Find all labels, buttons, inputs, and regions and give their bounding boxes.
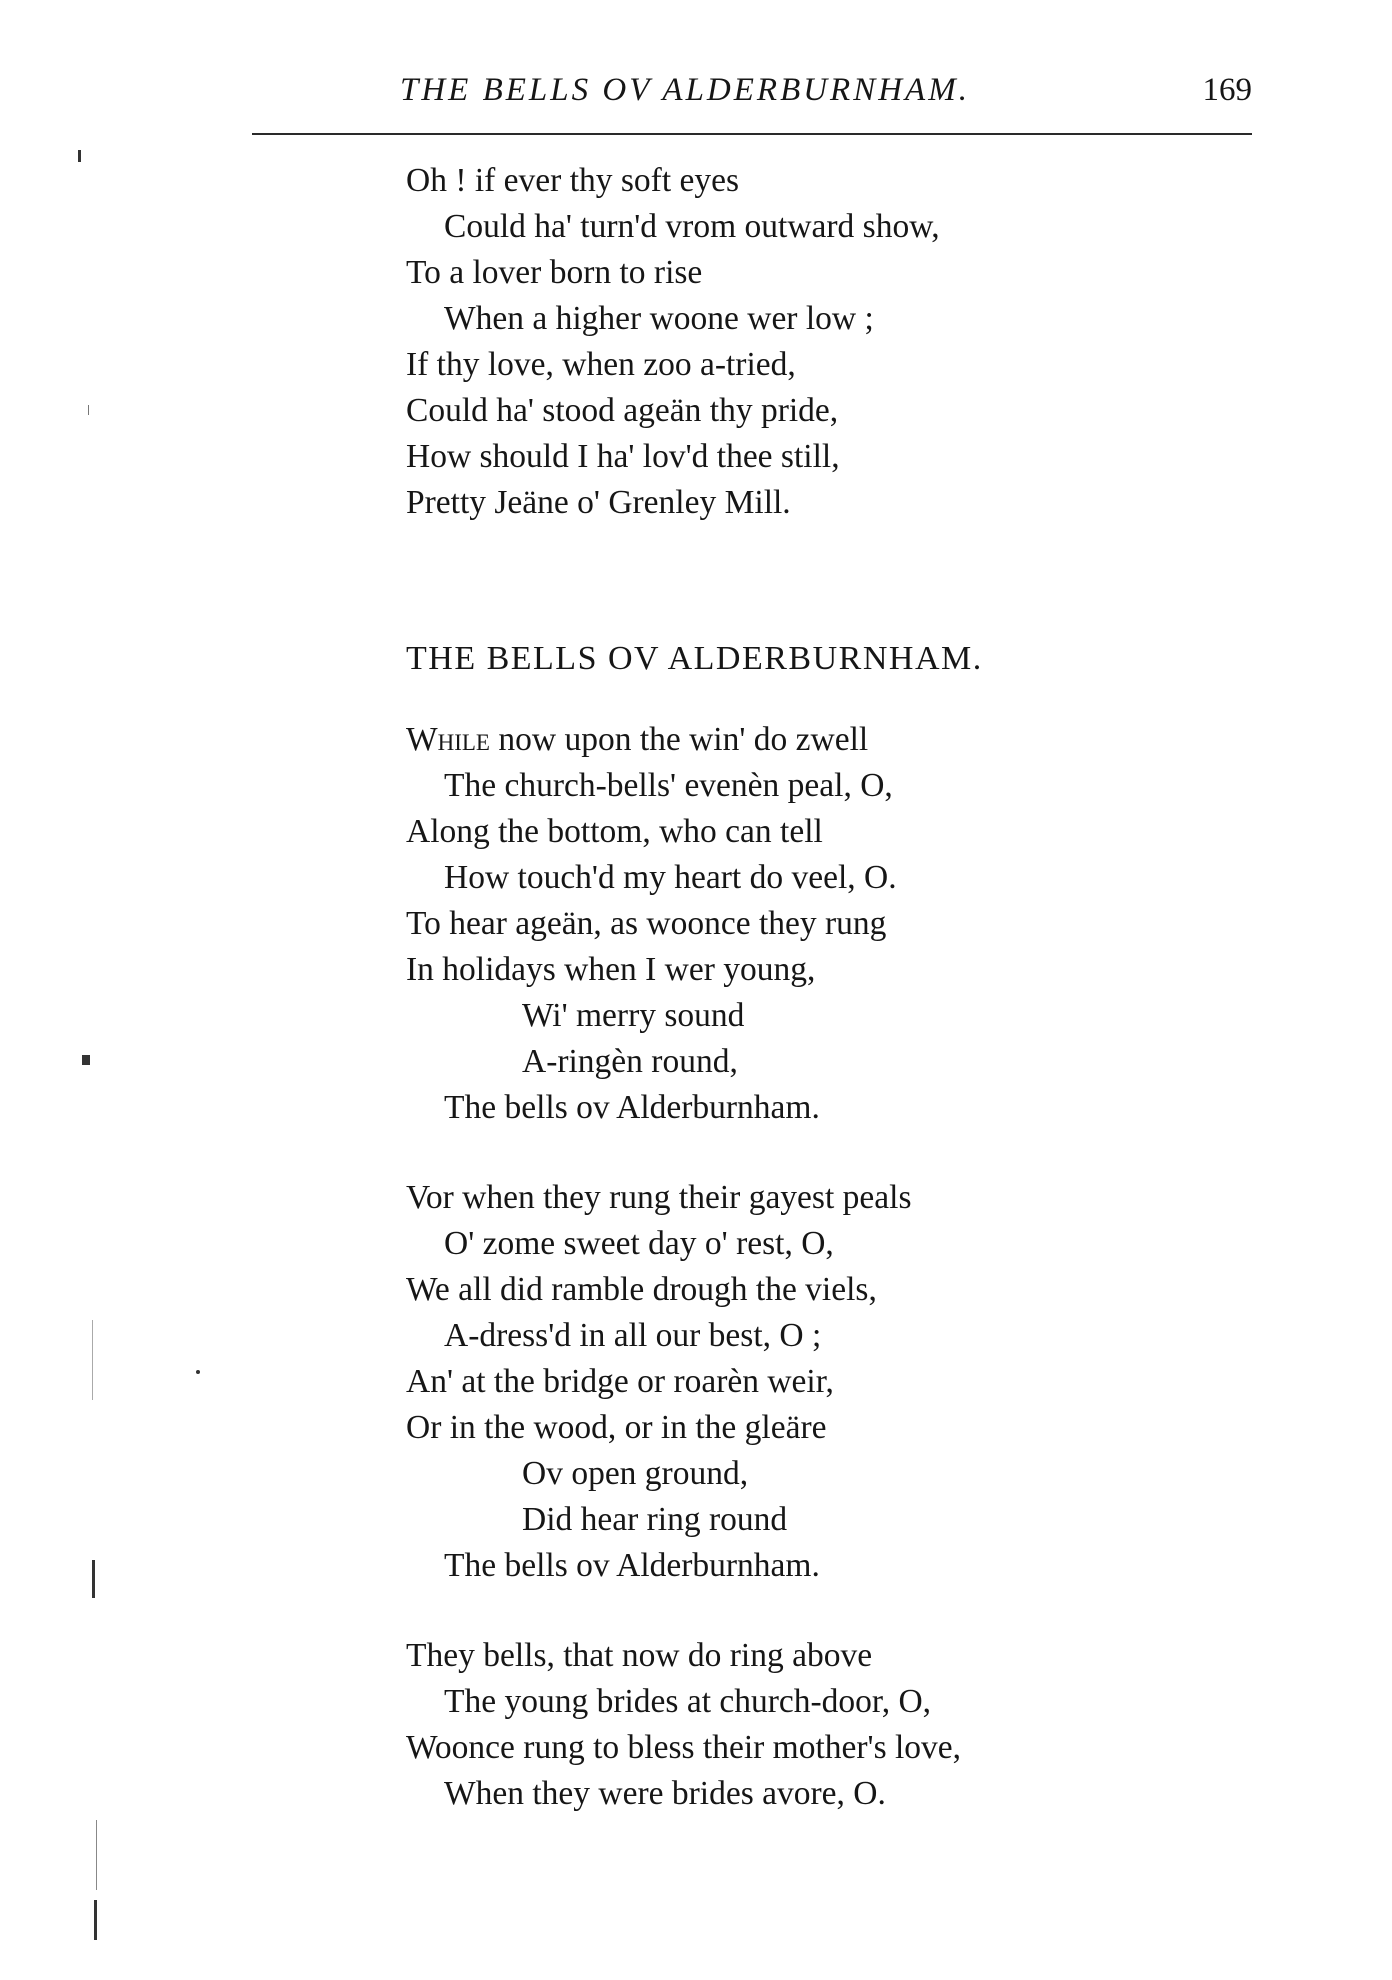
verse-line: How touch'd my heart do veel, O. [444,859,897,896]
stanza-3 [406,1633,961,1817]
verse-line: The church-bells' evenèn peal, O, [444,767,893,804]
verse-line: We all did ramble drough the viels, [406,1271,877,1308]
verse-line: Could ha' stood ageän thy pride, [406,392,839,429]
verse-line: Or in the wood, or in the gleäre [406,1409,827,1446]
verse-line: To hear ageän, as woonce they rung [406,905,887,942]
verse-line: The bells ov Alderburnham. [444,1089,820,1126]
verse-line: Woonce rung to bless their mother's love, [406,1729,962,1766]
verse-line: Vor when they rung their gayest peals [406,1179,912,1216]
opening-word: While [406,721,490,758]
verse-line: When they were brides avore, O. [444,1775,886,1812]
gutter-speck [196,1370,200,1374]
verse-line: Oh ! if ever thy soft eyes [406,162,740,199]
verse-line: Could ha' turn'd vrom outward show, [444,208,940,245]
verse-line: Ov open ground, [522,1455,749,1492]
verse-line: The bells ov Alderburnham. [444,1547,820,1584]
verse-line: When a higher woone wer low ; [444,300,874,337]
verse-line: How should I ha' lov'd thee still, [406,438,840,475]
gutter-speck [88,405,89,415]
gutter-speck [92,1560,95,1598]
verse-line: Wi' merry sound [522,997,745,1034]
verse-line: A-dress'd in all our best, O ; [444,1317,822,1354]
verse-line: Pretty Jeäne o' Grenley Mill. [406,484,791,521]
running-head [250,68,1252,118]
verse-line: Did hear ring round [522,1501,788,1538]
gutter-speck [78,150,81,162]
header-rule [252,133,1252,135]
verse-line: An' at the bridge or roarèn weir, [406,1363,834,1400]
verse-line-text: now upon the win' do zwell [490,721,869,758]
page-number: 169 [1202,72,1252,108]
verse-line: The young brides at church-door, O, [444,1683,932,1720]
verse-line: O' zome sweet day o' rest, O, [444,1225,834,1262]
stanza-1 [406,717,897,1131]
verse-line: In holidays when I wer young, [406,951,816,988]
verse-line: A-ringèn round, [522,1043,738,1080]
verse-line: Along the bottom, who can tell [406,813,823,850]
poem-title: THE BELLS OV ALDERBURNHAM. [406,640,983,677]
stanza-2 [406,1175,911,1589]
previous-poem-closing-stanza [406,158,940,526]
gutter-speck [92,1320,93,1400]
gutter-speck [94,1900,97,1940]
verse-line: To a lover born to rise [406,254,703,291]
verse-line: They bells, that now do ring above [406,1637,873,1674]
running-title: THE BELLS OV ALDERBURNHAM. [400,72,970,108]
gutter-speck [82,1055,90,1065]
verse-line: If thy love, when zoo a-tried, [406,346,796,383]
gutter-speck [96,1820,97,1890]
verse-line [406,717,897,763]
